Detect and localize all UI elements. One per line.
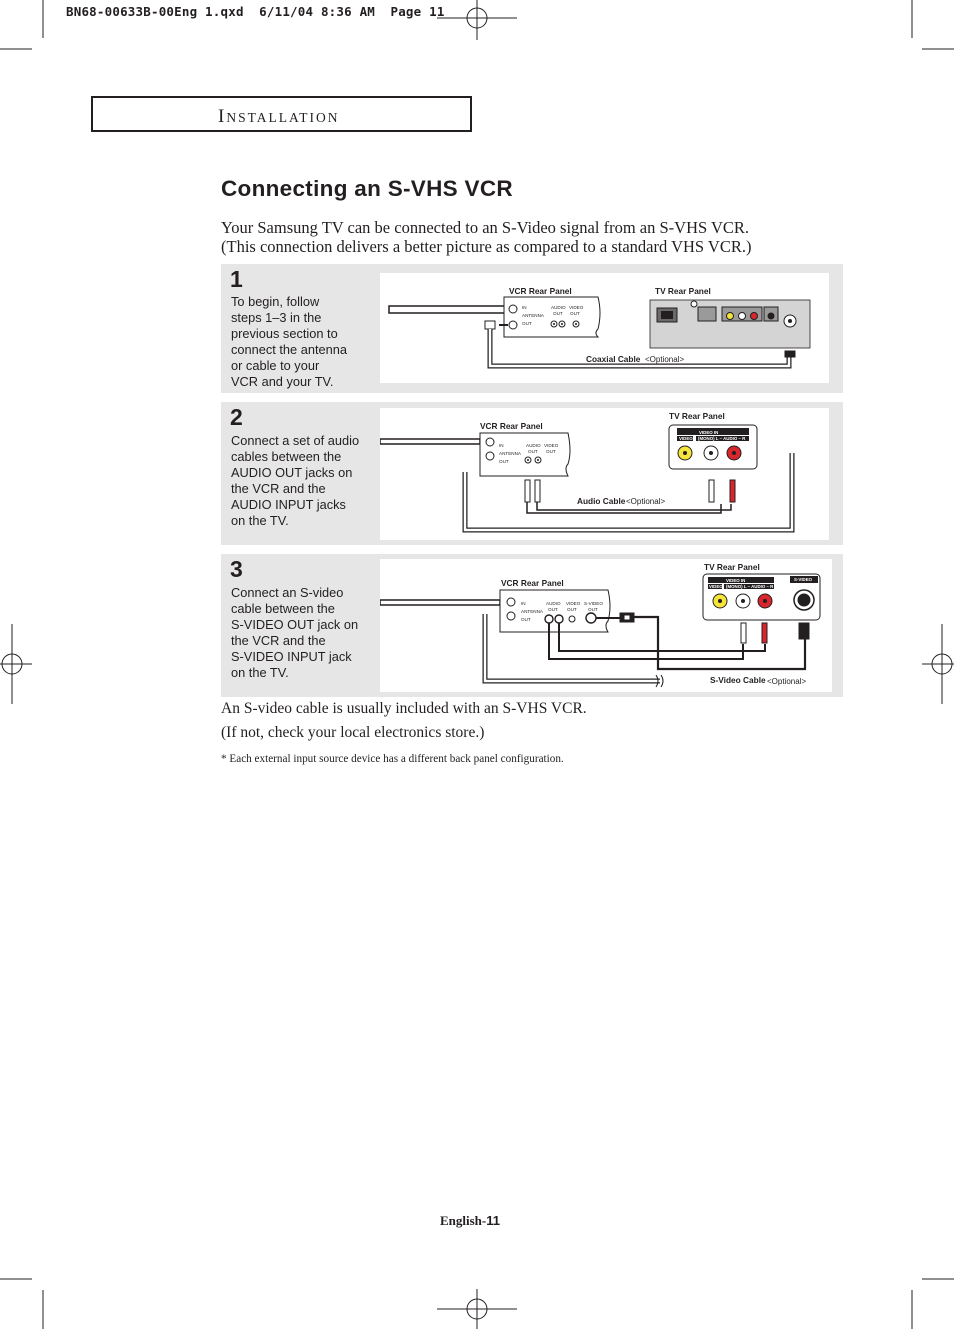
cable-note: <Optional> (626, 497, 666, 506)
svg-text:OUT: OUT (546, 449, 556, 454)
page-title: Connecting an S-VHS VCR (221, 176, 513, 201)
s-video-connection-diagram (380, 559, 832, 692)
svg-text:AUDIO: AUDIO (551, 305, 566, 310)
svg-text:AUDIO: AUDIO (526, 443, 541, 448)
vcr-panel-label: VCR Rear Panel (501, 578, 564, 588)
step-description: Connect a set of audio cables between the AUDIO OUT jacks on the VCR and the AUDIO INPUT jacks on the TV. (231, 433, 360, 528)
svg-text:IN: IN (499, 443, 504, 448)
svg-text:IN: IN (521, 601, 526, 606)
cable-label: Audio Cable (577, 496, 626, 506)
svg-text:VIDEO IN: VIDEO IN (699, 430, 719, 435)
step-number: 3 (230, 556, 243, 582)
svg-text:OUT: OUT (553, 311, 563, 316)
step-1 (221, 264, 843, 393)
tv-panel-label: TV Rear Panel (704, 562, 760, 572)
svg-text:OUT: OUT (548, 607, 558, 612)
step-number: 2 (230, 404, 243, 430)
antenna-cable (380, 439, 480, 444)
step-description: To begin, follow steps 1–3 in the previous section to connect the antenna or cable to your VCR and your TV. (231, 294, 347, 389)
cable-note: <Optional> (767, 677, 807, 686)
tv-panel-label: TV Rear Panel (655, 286, 711, 296)
svg-text:OUT: OUT (521, 617, 531, 622)
registration-mark-left (0, 624, 32, 704)
step-2 (221, 402, 843, 545)
coaxial-connection-diagram (380, 273, 829, 383)
tv-rear-panel (669, 425, 757, 469)
intro-line-1: Your Samsung TV can be connected to an S-Video signal from an S-VHS VCR. (221, 218, 750, 237)
footnote: * Each external input source device has a different back panel configuration. (221, 753, 564, 765)
audio-connection-diagram (380, 408, 829, 540)
section-header (91, 96, 472, 132)
tv-rear-panel (703, 574, 820, 620)
note-line-1: An S-video cable is usually included with an S-VHS VCR. (221, 700, 587, 717)
svg-text:S-VIDEO: S-VIDEO (584, 601, 603, 606)
svg-text:ANTENNA: ANTENNA (522, 313, 544, 318)
svg-text:VIDEO: VIDEO (569, 305, 584, 310)
registration-mark-top (437, 0, 517, 40)
registration-mark-bottom (437, 1289, 517, 1329)
antenna-cable (380, 600, 500, 605)
svg-text:OUT: OUT (522, 321, 532, 326)
vcr-s-video-out-jack (586, 613, 596, 623)
svg-text:VIDEO: VIDEO (709, 584, 723, 589)
svg-text:OUT: OUT (567, 607, 577, 612)
svg-text:ANTENNA: ANTENNA (499, 451, 521, 456)
antenna-in-jack (509, 305, 517, 313)
registration-mark-right (922, 624, 954, 704)
svg-text:OUT: OUT (570, 311, 580, 316)
note-line-2: (If not, check your local electronics store.) (221, 724, 485, 741)
vcr-panel-label: VCR Rear Panel (480, 421, 543, 431)
antenna-out-jack (509, 321, 517, 329)
step-description: Connect an S-video cable between the S-VIDEO OUT jack on the VCR and the S-VIDEO INPUT jack on the TV. (231, 585, 359, 680)
tv-rear-panel (650, 300, 810, 348)
cable-label: Coaxial Cable (586, 354, 641, 364)
vcr-rear-panel (480, 433, 570, 476)
antenna-cable (389, 306, 507, 313)
svg-text:VIDEO: VIDEO (566, 601, 581, 606)
tv-panel-label: TV Rear Panel (669, 411, 725, 421)
step-number: 1 (230, 266, 243, 292)
page-number: English-11 (440, 1213, 500, 1228)
svg-text:VIDEO: VIDEO (679, 436, 693, 441)
svg-text:S-VIDEO: S-VIDEO (794, 577, 813, 582)
svg-text:IN: IN (522, 305, 527, 310)
svg-text:(MONO) L – AUDIO – R: (MONO) L – AUDIO – R (726, 584, 774, 589)
svg-text:ANTENNA: ANTENNA (521, 609, 543, 614)
vcr-panel-label: VCR Rear Panel (509, 286, 572, 296)
svg-text:VIDEO IN: VIDEO IN (726, 578, 746, 583)
svg-text:(MONO) L – AUDIO – R: (MONO) L – AUDIO – R (698, 436, 746, 441)
svg-text:AUDIO: AUDIO (546, 601, 561, 606)
svg-text:OUT: OUT (499, 459, 509, 464)
section-title: INSTALLATION (218, 106, 340, 127)
svg-text:OUT: OUT (588, 607, 598, 612)
cable-label: S-Video Cable (710, 675, 766, 685)
vcr-rear-panel (500, 590, 610, 632)
intro-line-2: (This connection delivers a better picture as compared to a standard VHS VCR.) (221, 237, 752, 256)
step-3 (221, 554, 843, 697)
vcr-rear-panel (504, 297, 600, 337)
svg-text:VIDEO: VIDEO (544, 443, 559, 448)
print-slug: BN68-00633B-00Eng 1.qxd 6/11/04 8:36 AM Page 11 (66, 4, 445, 19)
svg-text:OUT: OUT (528, 449, 538, 454)
cable-note: <Optional> (645, 355, 685, 364)
